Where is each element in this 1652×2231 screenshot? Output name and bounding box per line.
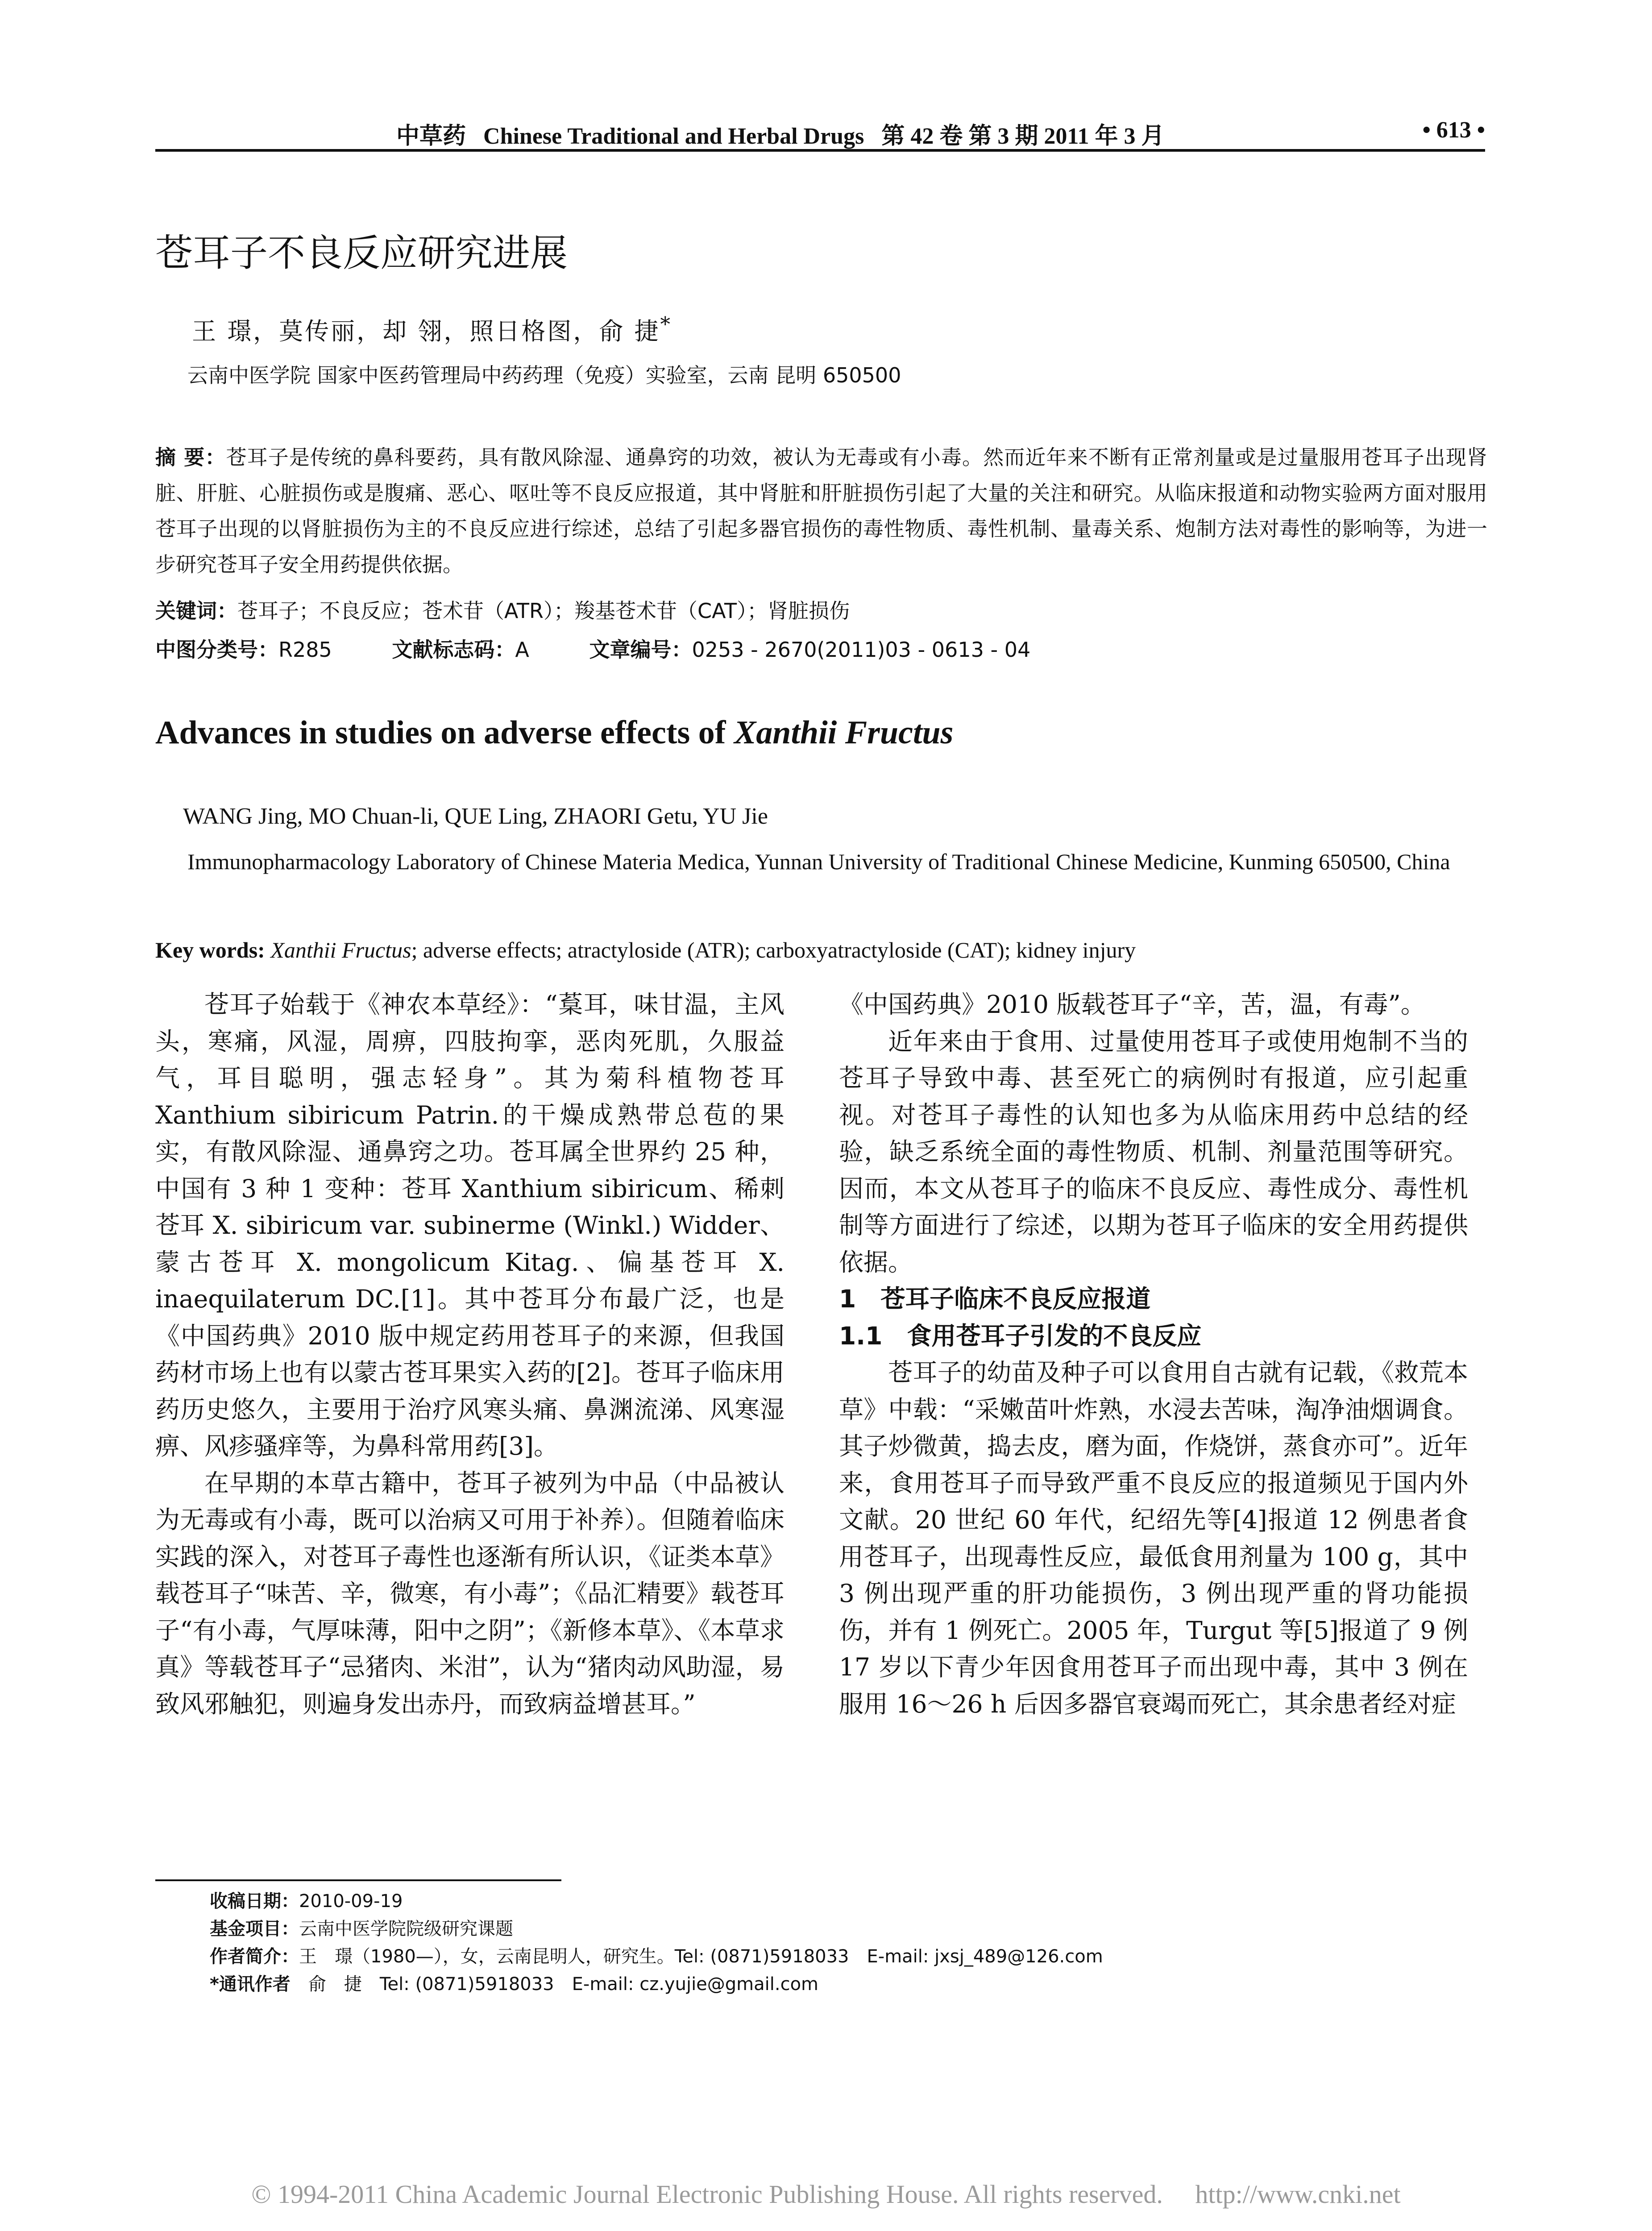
keywords-text: 苍耳子；不良反应；苍术苷（ATR）；羧基苍术苷（CAT）；肾脏损伤 [237, 599, 850, 623]
classification-line [155, 634, 1084, 663]
section-heading-1-1: 1.1 食用苍耳子引发的不良反应 [839, 1321, 1202, 1350]
footnote-corresponding [210, 1970, 1103, 1998]
body-paragraph: 苍耳子的幼苗及种子可以食用自古就有记载，《救荒本草》中载：“采嫩苗叶炸熟，水浸去苦味，淘净油烟调食。其子炒微黄，捣去皮，磨为面，作烧饼，蒸食亦可”。近年来，食用苍耳子而导致严重不良反应的报道频见于国内外文献。20 世纪 60 年代，纪绍先等[4]报道 12 例患者食用苍耳子，出现毒性反应，最低食用剂量为 100 g，其中 3 例出现严重的肝功能损伤，3 例出现严重的肾功能损伤，并有 1 例死亡。2005 年，Turgut 等[5]报道了 9 例 17 岁以下青少年因食用苍耳子而出现中毒，其中 3 例在服用 16～26 h 后因多器官衰竭而死亡，其余患者经对症 [839, 1358, 1468, 1718]
journal-name-en: Chinese Traditional and Herbal Drugs [483, 124, 864, 149]
corresponding-mark: * [660, 312, 672, 336]
abstract-cn [155, 440, 1487, 582]
received-date: 2010-09-19 [299, 1891, 403, 1912]
keywords-en-rest: ; adverse effects; atractyloside (ATR); carboxyatractyloside (CAT); kidney injury [411, 937, 1136, 962]
fund-label: 基金项目： [210, 1919, 299, 1939]
clc-value: R285 [278, 638, 332, 662]
section-heading-1: 1 苍耳子临床不良反应报道 [839, 1285, 1151, 1313]
journal-name-cn: 中草药 [396, 124, 466, 149]
article-title-cn: 苍耳子不良反应研究进展 [155, 231, 568, 275]
footnote-fund [210, 1915, 1103, 1943]
keywords-en-italic: Xanthii Fructus [270, 937, 411, 962]
journal-issue: 第 42 卷 第 3 期 2011 年 3 月 [881, 124, 1165, 149]
doc-code-value: A [515, 638, 529, 662]
footnote-received [210, 1887, 1103, 1915]
abstract-label: 摘 要： [155, 445, 226, 469]
body-paragraph: 《中国药典》2010 版载苍耳子“辛，苦，温，有毒”。 [839, 990, 1425, 1019]
copyright-notice: © 1994-2011 China Academic Journal Electronic Publishing House. All rights reserved. http://www.cnki.net [251, 2180, 1401, 2209]
corr-label: *通讯作者 [210, 1974, 291, 1995]
fund-text: 云南中医学院院级研究课题 [299, 1919, 513, 1939]
doc-code-field [392, 638, 529, 662]
journal-header-left [396, 117, 1164, 150]
body-paragraph: 近年来由于食用、过量使用苍耳子或使用炮制不当的苍耳子导致中毒、甚至死亡的病例时有报道，应引起重视。对苍耳子毒性的认知也多为从临床用药中总结的经验，缺乏系统全面的毒性物质、机制、剂量范围等研究。因而，本文从苍耳子的临床不良反应、毒性成分、毒性机制等方面进行了综述，以期为苍耳子临床的安全用药提供依据。 [839, 1027, 1468, 1277]
header-rule [155, 149, 1485, 152]
body-column-right [839, 986, 1468, 1722]
authors-en: WANG Jing, MO Chuan-li, QUE Ling, ZHAORI Getu, YU Jie [183, 804, 768, 829]
footnote-author [210, 1943, 1103, 1970]
journal-header [155, 117, 1485, 148]
received-label: 收稿日期： [210, 1891, 299, 1912]
article-no-field [589, 638, 1030, 662]
clc-label: 中图分类号： [155, 638, 278, 662]
affiliation-en: Immunopharmacology Laboratory of Chinese Materia Medica, Yunnan University of Traditional Chinese Medicine, Kunming 650500, China [187, 849, 1450, 874]
title-en-italic: Xanthii Fructus [734, 714, 954, 751]
footnote-rule [155, 1879, 561, 1881]
footnotes [210, 1887, 1103, 1998]
title-en-prefix: Advances in studies on adverse effects of [155, 714, 734, 751]
body-column-left [155, 986, 784, 1722]
doc-code-label: 文献标志码： [392, 638, 515, 662]
body-paragraph: 苍耳子始载于《神农本草经》：“葈耳，味甘温，主风头，寒痛，风湿，周痹，四肢拘挛，恶肉死肌，久服益气，耳目聪明，强志轻身”。其为菊科植物苍耳 Xanthium sibiricum Patrin.的干燥成熟带总苞的果实，有散风除湿、通鼻窍之功。苍耳属全世界约 25 种，中国有 3 种 1 变种：苍耳 Xanthium sibiricum、稀刺苍耳 X. sibiricum var. subinerme (Winkl.) Widder、蒙古苍耳 X. mongolicum Kitag.、偏基苍耳 X. inaequilaterum DC.[1]。其中苍耳分布最广泛，也是《中国药典》2010 版中规定药用苍耳子的来源，但我国药材市场上也有以蒙古苍耳果实入药的[2]。苍耳子临床用药历史悠久，主要用于治疗风寒头痛、鼻渊流涕、风寒湿痹、风疹骚痒等，为鼻科常用药[3]。 [155, 990, 784, 1460]
page-number: • 613 • [1422, 117, 1485, 143]
abstract-text: 苍耳子是传统的鼻科要药，具有散风除湿、通鼻窍的功效，被认为无毒或有小毒。然而近年来不断有正常剂量或是过量服用苍耳子出现肾脏、肝脏、心脏损伤或是腹痛、恶心、呕吐等不良反应报道，其中肾脏和肝脏损伤引起了大量的关注和研究。从临床报道和动物实验两方面对服用苍耳子出现的以肾脏损伤为主的不良反应进行综述，总结了引起多器官损伤的毒性物质、毒性机制、量毒关系、炮制方法对毒性的影响等，为进一步研究苍耳子安全用药提供依据。 [155, 445, 1488, 576]
author-label: 作者简介： [210, 1946, 299, 1967]
article-no-label: 文章编号： [589, 638, 692, 662]
authors-cn-names: 王 璟，莫传丽，却 翎，照日格图，俞 捷 [192, 317, 660, 345]
keywords-cn [155, 595, 850, 624]
article-title-en [155, 714, 953, 752]
affiliation-cn: 云南中医学院 国家中医药管理局中药药理（免疫）实验室，云南 昆明 650500 [187, 363, 901, 387]
corr-text: 俞 捷 Tel: (0871)5918033 E-mail: cz.yujie@gmail.com [308, 1974, 819, 1995]
author-text: 王 璟（1980—），女，云南昆明人，研究生。Tel: (0871)5918033 E-mail: jxsj_489@126.com [299, 1946, 1103, 1967]
keywords-en [155, 937, 1136, 963]
clc-field [155, 638, 332, 662]
keywords-en-label: Key words: [155, 937, 265, 962]
article-no-value: 0253 - 2670(2011)03 - 0613 - 04 [692, 638, 1031, 662]
body-paragraph: 在早期的本草古籍中，苍耳子被列为中品（中品被认为无毒或有小毒，既可以治病又可用于补养）。但随着临床实践的深入，对苍耳子毒性也逐渐有所认识，《证类本草》载苍耳子“味苦、辛，微寒，有小毒”；《品汇精要》载苍耳子“有小毒，气厚味薄，阳中之阴”；《新修本草》、《本草求真》等载苍耳子“忌猪肉、米泔”，认为“猪肉动风助湿，易致风邪触犯，则遍身发出赤丹，而致病益增甚耳。” [155, 1468, 784, 1718]
keywords-label: 关键词： [155, 599, 237, 623]
authors-cn [192, 312, 672, 347]
